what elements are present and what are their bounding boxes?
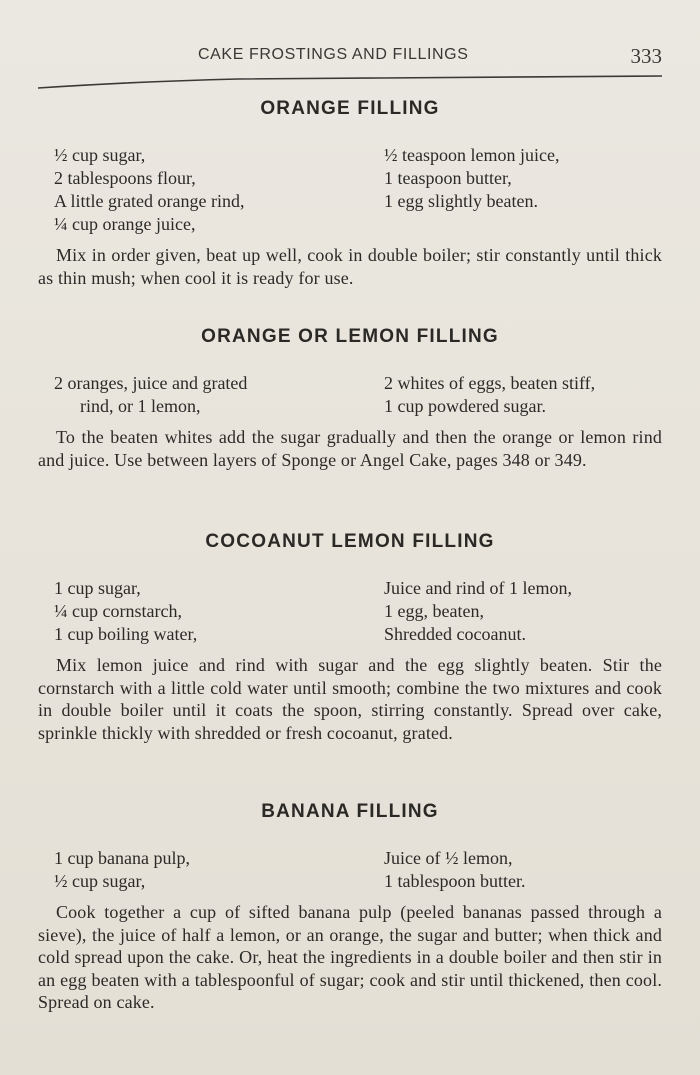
page-number: 333	[630, 44, 662, 68]
ingredient-list	[38, 372, 662, 418]
recipe-title: ORANGE FILLING	[260, 98, 440, 119]
ingredient-item: 1 egg slightly beaten.	[384, 191, 538, 211]
recipe-directions: Cook together a cup of sifted banana pulp (peeled bananas passed through a sieve), the juice of half a lemon, or an orange, the sugar and butter; when thick and cold spread upon the cake. Or, heat the ingredients in a double boiler and then stir in an egg beaten with a tablespoonful of sugar; cook and stir until thickened, then cool. Spread on cake.	[38, 902, 662, 1012]
ingredient-item: A little grated orange rind,	[54, 191, 245, 211]
ingredient-item: 1 cup powdered sugar.	[384, 396, 546, 416]
recipe-directions: Mix in order given, beat up well, cook in double boiler; stir constantly until thick as thin mush; when cool it is ready for use.	[38, 245, 662, 288]
ingredient-list	[38, 847, 662, 893]
ingredient-column-right	[384, 372, 662, 418]
ingredient-item: Juice and rind of 1 lemon,	[384, 578, 572, 598]
recipe-title: COCOANUT LEMON FILLING	[205, 531, 495, 552]
ingredient-column-right	[384, 144, 662, 236]
ingredient-item: ¼ cup orange juice,	[54, 214, 196, 234]
ingredient-item: 2 oranges, juice and grated	[54, 373, 248, 393]
ingredient-item: ½ teaspoon lemon juice,	[384, 145, 560, 165]
ingredient-item: ½ cup sugar,	[54, 145, 146, 165]
ingredient-column-left	[38, 372, 384, 418]
ingredient-item: ¼ cup cornstarch,	[54, 601, 182, 621]
ingredient-item: Shredded cocoanut.	[384, 624, 526, 644]
recipe-title: BANANA FILLING	[261, 801, 439, 822]
ingredient-item: ½ cup sugar,	[54, 871, 146, 891]
recipe-directions: To the beaten whites add the sugar gradually and then the orange or lemon rind and juice. Use between layers of Sponge or Angel Cake, pages 348 or 349.	[38, 427, 662, 470]
running-head	[38, 44, 662, 74]
recipe-cocoanut-lemon-filling	[38, 531, 662, 744]
ingredient-item: 2 tablespoons flour,	[54, 168, 196, 188]
running-title: CAKE FROSTINGS AND FILLINGS	[198, 46, 469, 63]
ingredient-item: 1 cup sugar,	[54, 578, 141, 598]
header-rule	[38, 72, 662, 92]
ingredient-column-left	[38, 577, 384, 646]
ingredient-item: 2 whites of eggs, beaten stiff,	[384, 373, 596, 393]
ingredient-column-right	[384, 847, 662, 893]
ingredient-list	[38, 144, 662, 236]
recipe-orange-filling	[38, 98, 662, 289]
ingredient-item: 1 cup banana pulp,	[54, 848, 190, 868]
ingredient-item: 1 egg, beaten,	[384, 601, 484, 621]
recipe-orange-or-lemon-filling	[38, 326, 662, 471]
ingredient-item: 1 tablespoon butter.	[384, 871, 526, 891]
ingredient-item: Juice of ½ lemon,	[384, 848, 513, 868]
recipe-title: ORANGE OR LEMON FILLING	[201, 326, 499, 347]
ingredient-column-left	[38, 847, 384, 893]
ingredient-item: 1 teaspoon butter,	[384, 168, 512, 188]
ingredient-item: 1 cup boiling water,	[54, 624, 198, 644]
ingredient-column-left	[38, 144, 384, 236]
ingredient-item: rind, or 1 lemon,	[80, 396, 201, 416]
recipe-directions: Mix lemon juice and rind with sugar and the egg slightly beaten. Stir the cornstarch with a little cold water until smooth; combine the two mixtures and cook in double boiler until it coats the spoon, stirring constantly. Spread over cake, sprinkle thickly with shredded or fresh cocoanut, grated.	[38, 655, 662, 743]
recipe-banana-filling	[38, 801, 662, 1014]
ingredient-column-right	[384, 577, 662, 646]
ingredient-list	[38, 577, 662, 646]
